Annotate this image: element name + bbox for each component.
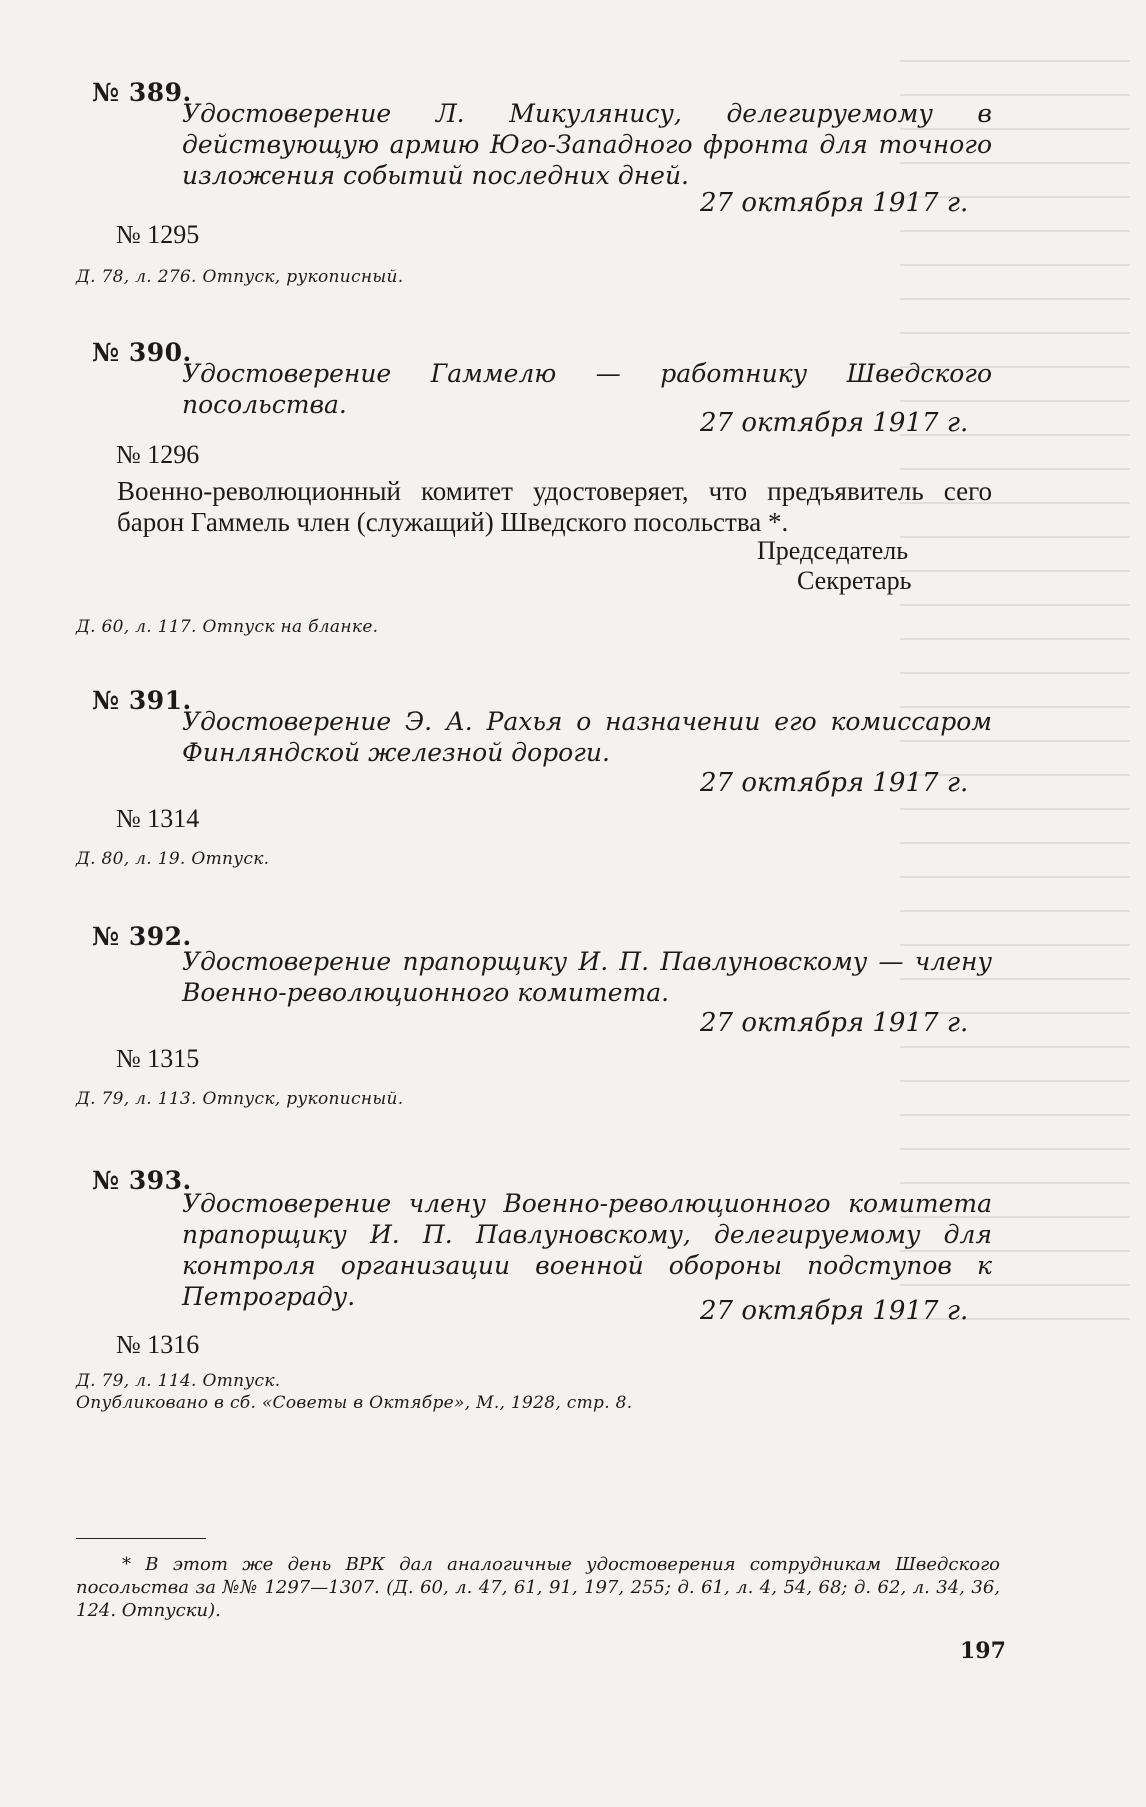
entry-date: 27 октября 1917 г. — [700, 1296, 969, 1326]
document-number: № 1315 — [116, 1044, 200, 1073]
entry-number: № 389. — [92, 78, 192, 107]
source-reference: Д. 80, л. 19. Отпуск. — [76, 849, 270, 869]
entry-title: Удостоверение Э. А. Рахья о назначении его комиссаром Финляндской железной дороги. — [182, 707, 992, 767]
entry-title: Удостоверение Л. Микулянису, делегируемому в действующую армию Юго-Западного фронта для точного изложения событий последних дней. — [182, 99, 992, 190]
source-reference: Д. 60, л. 117. Отпуск на бланке. — [76, 617, 379, 637]
page-number: 197 — [960, 1638, 1006, 1664]
entry-title: Удостоверение прапорщику И. П. Павлуновскому — члену Военно-революционного комитета. — [182, 947, 992, 1007]
signature-chairman: Председатель — [757, 536, 909, 565]
source-reference: Д. 79, л. 114. Отпуск. — [76, 1371, 281, 1391]
entry-date: 27 октября 1917 г. — [700, 408, 969, 438]
publication-reference: Опубликовано в сб. «Советы в Октябре», М., 1928, стр. 8. — [76, 1393, 633, 1413]
source-reference: Д. 79, л. 113. Отпуск, рукописный. — [76, 1089, 404, 1109]
document-body: Военно-революционный комитет удостоверяет, что предъявитель сего барон Гаммель член (служащий) Шведского посольства *. — [117, 476, 992, 537]
entry-date: 27 октября 1917 г. — [700, 188, 969, 218]
entry-number: № 390. — [92, 338, 192, 367]
document-number: № 1296 — [116, 440, 200, 469]
footnote: * В этот же день ВРК дал аналогичные удостоверения сотрудникам Шведского посольства за №№ 1297—1307. (Д. 60, л. 47, 61, 91, 197, 255; д. 61, л. 4, 54, 68; д. 62, л. 34, 36, 124. Отпуски). — [76, 1554, 1000, 1621]
entry-date: 27 октября 1917 г. — [700, 1008, 969, 1038]
entry-title: Удостоверение Гаммелю — работнику Шведского посольства. — [182, 359, 992, 419]
entry-title: Удостоверение члену Военно-революционного комитета прапорщику И. П. Павлуновскому, делегируемому для контроля организации военной обороны подступов к Петрограду. — [182, 1189, 992, 1311]
document-number: № 1316 — [116, 1330, 200, 1359]
entry-number: № 393. — [92, 1166, 192, 1195]
document-number: № 1295 — [116, 220, 200, 249]
bleed-through-shadow — [900, 60, 1130, 1320]
entry-date: 27 октября 1917 г. — [700, 768, 969, 798]
entry-number: № 392. — [92, 922, 192, 951]
source-reference: Д. 78, л. 276. Отпуск, рукописный. — [76, 267, 404, 287]
signature-secretary: Секретарь — [797, 566, 912, 595]
entry-number: № 391. — [92, 686, 192, 715]
footnote-divider — [76, 1538, 206, 1539]
document-number: № 1314 — [116, 804, 200, 833]
